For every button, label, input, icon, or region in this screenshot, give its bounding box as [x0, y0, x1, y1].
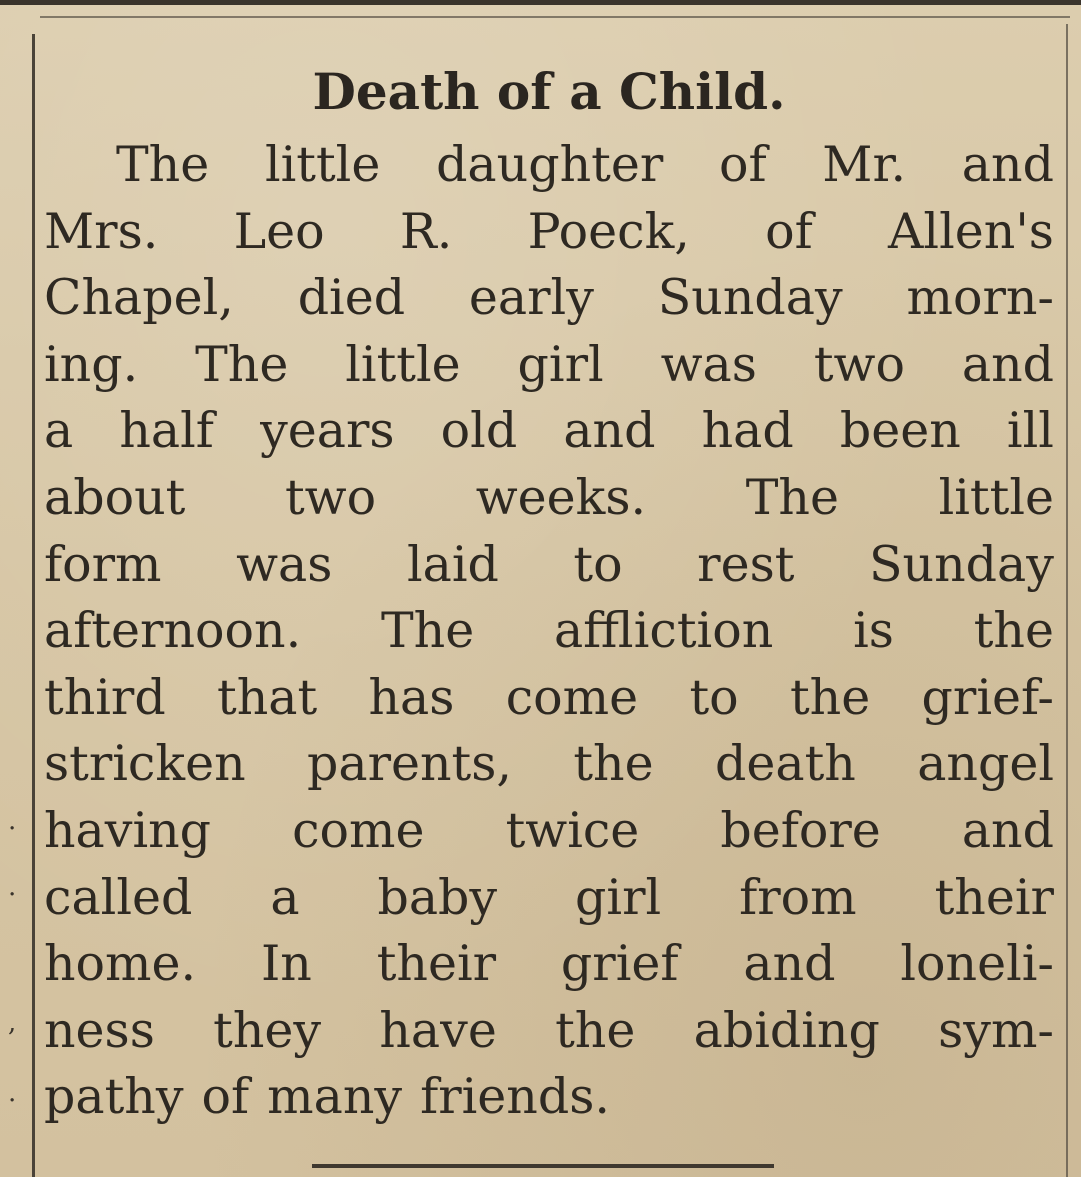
- top-border-rule: [0, 0, 1081, 5]
- article-headline: Death of a Child.: [312, 62, 786, 121]
- fragment-mark: .: [8, 1078, 17, 1108]
- article-line: Mrs. Leo R. Poeck, of Allen's: [44, 202, 1054, 260]
- fragment-mark: .: [8, 806, 17, 836]
- article-line: The little daughter of Mr. and: [116, 136, 1054, 193]
- article-line: afternoon. The affliction is the: [44, 602, 1054, 660]
- fragment-mark: ,: [8, 1008, 17, 1038]
- article-line: ness they have the abiding sym-: [44, 1001, 1054, 1059]
- article-line: Chapel, died early Sunday morn-: [44, 269, 1054, 327]
- article-line: home. In their grief and loneli-: [44, 935, 1054, 993]
- article-line: about two weeks. The little: [44, 468, 1054, 526]
- article-line: form was laid to rest Sunday: [44, 535, 1054, 593]
- article-line: ing. The little girl was two and: [44, 335, 1054, 393]
- right-column-rule: [1066, 24, 1068, 1177]
- article-line: pathy of many friends.: [44, 1068, 610, 1126]
- left-column-rule: [32, 34, 35, 1177]
- article-line: third that has come to the grief-: [44, 668, 1054, 726]
- article-line: stricken parents, the death angel: [44, 735, 1054, 793]
- article-line: a half years old and had been ill: [44, 402, 1054, 460]
- article-body: [44, 132, 1054, 1131]
- fragment-mark: .: [8, 872, 17, 902]
- adjacent-column-fragments: [0, 0, 30, 1177]
- article-line: called a baby girl from their: [44, 868, 1054, 926]
- article: [44, 54, 1054, 1131]
- article-line: having come twice before and: [44, 801, 1054, 859]
- bottom-separator-rule: [312, 1164, 774, 1168]
- top-thin-rule: [40, 16, 1070, 18]
